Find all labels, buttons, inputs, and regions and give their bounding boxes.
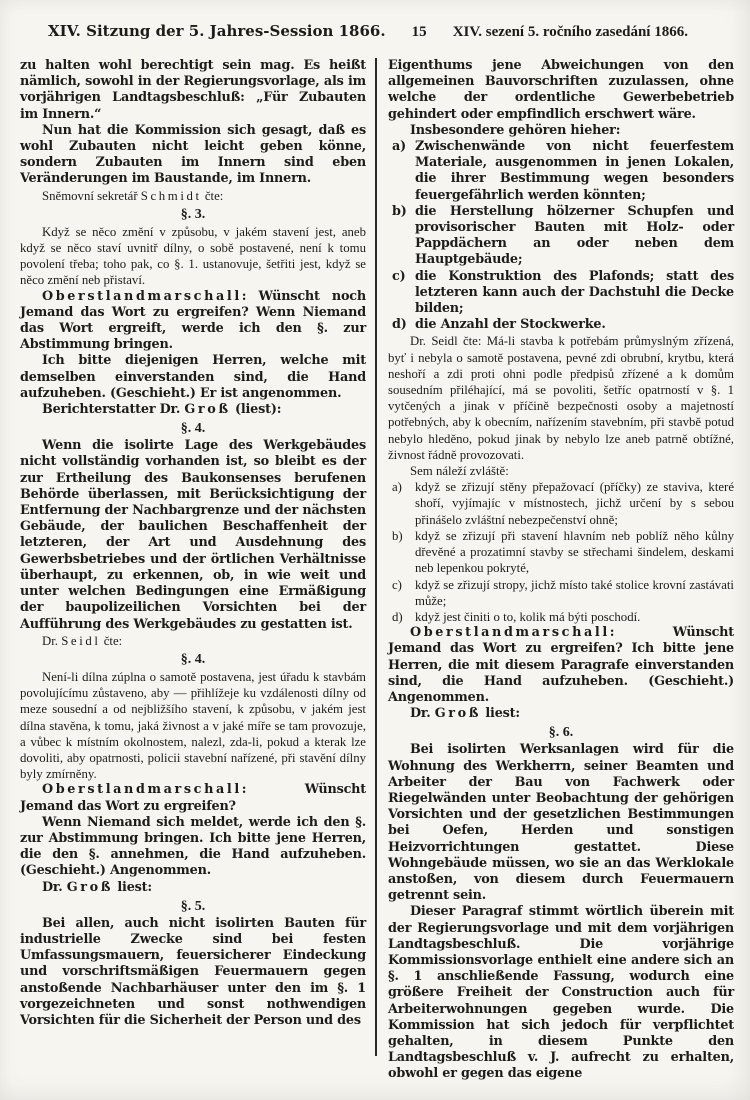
column-left	[20, 58, 375, 1058]
list-item: a) když se zřizují stěny přepažovací (příčky) ze staviva, které shoří, vyjímajíc v místnostech, jichž určení by s sebou přinášelo zvláštní nebezpečenství ohně;	[392, 480, 734, 527]
section-heading: §. 3.	[180, 206, 206, 222]
list-item: d) když jest činiti o to, kolik má býti poschodí.	[392, 609, 641, 624]
paragraph: Oberstlandmarschall: Wünscht noch Jemand das Wort zu ergreifen? Wenn Niemand das Wort ergreift, werde ich den §. zur Abstimmung bringen.	[20, 288, 366, 353]
list-marker: a)	[392, 480, 402, 495]
page-number: 15	[411, 24, 427, 40]
list-item: c) když se zřizují stropy, jichž místo také stolice krovní zastávati může;	[392, 577, 734, 608]
page-header	[48, 22, 688, 41]
list-item: b) die Herstellung hölzerner Schupfen und provisorischer Bauten mit Holz- oder Pappdächern an oder neben dem Hauptgebäude;	[392, 203, 734, 268]
two-column-body	[20, 58, 734, 1082]
paragraph: Insbesondere gehören hieher:	[410, 122, 621, 138]
paragraph: Dr. Groß liest:	[410, 706, 520, 722]
header-title-czech: XIV. sezení 5. ročního zasedání 1866.	[452, 24, 688, 40]
list-marker: d)	[392, 609, 403, 624]
paragraph: Bei isolirten Werksanlagen wird für die Wohnung des Werkherrn, seiner Beamten und Arbeiter der Bau von Fachwerk oder Riegelwänden unter Beobachtung der gehörigen Vorsichten und der gesetzlichen Bestimmungen bei Oefen, Herden und sonstigen Heizvorrichtungen gestattet. Diese Wohngebäude müssen, wo sie an das Werklokale anstoßen, von diesem durch Feuermauern getrennt sein.	[388, 742, 734, 904]
paragraph: zu halten wohl berechtigt sein mag. Es heißt nämlich, sowohl in der Regierungsvorlage, als im vorjährigen Landtagsbeschluß: „Für Zubauten im Innern.“	[20, 58, 366, 122]
section-heading: §. 6.	[548, 725, 574, 741]
paragraph: Když se něco změní v způsobu, v jakém stavení jest, aneb když se něco staví uvnitř dílny, o sobě postavené, není k tomu povolení třeba; toho pak, co §. 1. ustanovuje, šetřiti jest, když se něco změní neb přistaví.	[20, 224, 366, 288]
section-heading: §. 5.	[180, 898, 206, 914]
list-item: c) die Konstruktion des Plafonds; statt des letzteren kann auch der Dachstuhl die Decke bilden;	[392, 268, 734, 317]
paragraph: Dr. Groß liest:	[42, 879, 152, 895]
paragraph: Berichterstatter Dr. Groß (liest):	[42, 402, 282, 418]
paragraph: Ich bitte diejenigen Herren, welche mit demselben einverstanden sind, die Hand aufzuheben. (Geschieht.) Er ist angenommen.	[20, 353, 366, 401]
paragraph: Wenn die isolirte Lage des Werkgebäudes nicht vollständig vorhanden ist, so bleibt es der zur Ertheilung des Baukonsenses berufenen Behörde überlassen, mit Berücksichtigung der Entfernung der Nachbargrenze und der nächsten Gebäude, der baulichen Beschaffenheit der letzteren, der Art und Ausdehnung des Gewerbsbetriebes und der örtlichen Verhältnisse überhaupt, zu erkennen, ob, in wie weit und unter welchen Bedingungen eine Ermäßigung der baupolizeilichen Vorsichten bei der Aufführung des Werkgebäudes zu gestatten ist.	[20, 438, 366, 632]
list-marker: b)	[392, 203, 407, 219]
column-right	[377, 58, 734, 1082]
list-item: a) Zwischenwände von nicht feuerfestem Materiale, ausgenommen in jenen Lokalen, die ihrer Bestimmung wegen besonders feuergefährlich werden könnten;	[392, 139, 734, 203]
paragraph: Není-li dílna zúplna o samotě postavena, jest úřadu k stavbám povolujícímu zůstaveno, aby — přihlížeje ku vzdálenosti dílny od meze sousední a od nejbližšího stavení, k způsobu, v jakém jest dílna stavěna, k tomu, jaká živnost a v jaké míře se tam provozuje, a vůbec k místním okolnostem, nalezl, zda-li, pokud a kterak lze dovoliti, aby opatrnosti, policii stavební nařízené, při stavění dílny byly zmírněny.	[20, 669, 366, 782]
list-item: b) když se zřizují při stavení hlavním neb poblíž něho kůlny dřevěné a prozatimní stavby se střechami šindelem, deskami neb lepenkou pokryté,	[392, 528, 734, 576]
list-marker: c)	[392, 577, 402, 592]
paragraph: Dieser Paragraf stimmt wörtlich überein mit der Regierungsvorlage und mit dem vorjährigen Landtagsbeschluß. Die vorjährige Kommissionsvorlage enthielt eine andere sich an §. 1 anschließende Fassung, wodurch eine größere Freiheit der Construction auch für Arbeiterwohnungen gegeben wurde. Die Kommission hat sich jedoch für verpflichtet gehalten, in diesem Punkte den Landtagsbeschluß v. J. aufrecht zu erhalten, obwohl er gegen das eigene	[388, 904, 734, 1082]
paragraph: Wenn Niemand sich meldet, werde ich den §. zur Abstimmung bringen. Ich bitte jene Herren, die den §. annehmen, die Hand aufzuheben. (Geschieht.) Angenommen.	[20, 814, 366, 879]
paragraph: Nun hat die Kommission sich gesagt, daß es wohl Zubauten nicht leicht geben könne, sondern Zubauten im Innern sind eben Veränderungen im Baustande, im Innern.	[20, 122, 366, 187]
list-marker: a)	[392, 139, 406, 155]
list-item: d) die Anzahl der Stockwerke.	[392, 317, 606, 333]
paragraph: Eigenthums jene Abweichungen von den allgemeinen Bauvorschriften zuzulassen, ohne welche der ordentliche Gewerbebetrieb gehindert oder empfindlich erschwert wäre.	[388, 58, 734, 122]
section-heading: §. 4.	[180, 421, 206, 437]
paragraph: Dr. Seidl čte:	[42, 633, 123, 648]
list-marker: b)	[392, 528, 403, 543]
paragraph: Dr. Seidl čte: Má-li stavba k potřebám průmyslným zřízená, byť i nebyla o samotě postavena, pevné zdi obrubní, krytbu, která neshoří a zdi proti ohni podle předpisů zřízené a k domům sousedním přiléhající, má se povoliti, šetříc opatrností v §. 1 vytčených a jinak v příčině bezpečnosti osoby a majetností potřebných, aby k obecním, nařízením stavebním, při stavbě potud nebylo hleděno, pokud jinak by nebylo lze aneb patrně obtížné, živnost řádně provozovati.	[388, 334, 734, 462]
paragraph: Oberstlandmarschall: Wünscht Jemand das Wort zu ergreifen?	[20, 782, 366, 814]
list-marker: d)	[392, 317, 407, 333]
paragraph: Sem náleží zvláště:	[410, 464, 509, 479]
section-heading: §. 4.	[180, 651, 206, 667]
paragraph: Bei allen, auch nicht isolirten Bauten für industrielle Zwecke sind bei festen Umfassungsmauern, feuersicherer Eindeckung und vorschriftsmäßigen Feuermauern gegen anstoßende Nachbarhäuser unter den im §. 1 vorgezeichneten und sonst nothwendigen Vorsichten für die Sicherheit der Person und des	[20, 915, 366, 1028]
header-title-german: XIV. Sitzung der 5. Jahres-Session 1866.	[48, 22, 386, 40]
paragraph: Sněmovní sekretář Schmidt čte:	[42, 188, 224, 203]
paragraph: Oberstlandmarschall: Wünscht Jemand das Wort zu ergreifen? Ich bitte jene Herren, die mit diesem Paragrafe einverstanden sind, die Hand aufzuheben. (Geschieht.) Angenommen.	[388, 625, 734, 705]
list-marker: c)	[392, 268, 406, 284]
